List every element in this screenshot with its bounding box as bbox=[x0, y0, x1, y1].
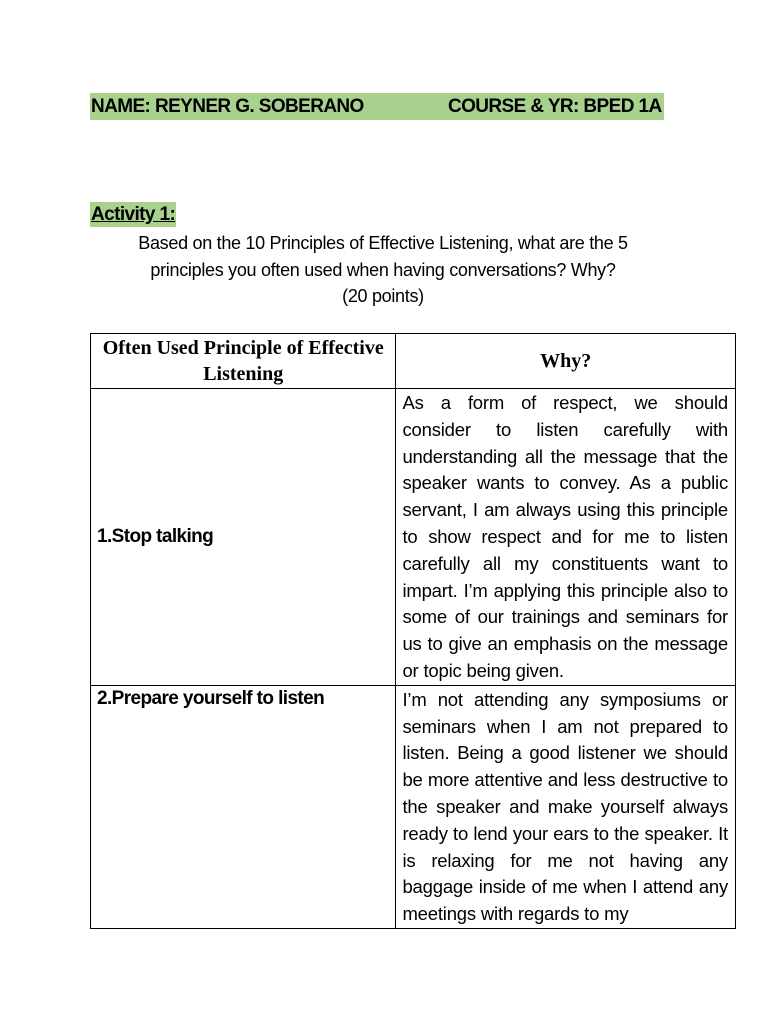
activity-label: Activity 1: bbox=[91, 204, 176, 225]
question-line-1: Based on the 10 Principles of Effective Listening, what are the 5 bbox=[138, 233, 628, 253]
student-info-bar bbox=[90, 93, 664, 120]
principle-cell: 1.Stop talking bbox=[91, 389, 396, 686]
activity-instructions bbox=[90, 230, 676, 310]
table-header-row bbox=[91, 334, 736, 389]
course-year: COURSE & YR: BPED 1A bbox=[448, 95, 662, 117]
why-column-header: Why? bbox=[396, 334, 736, 389]
table-row bbox=[91, 389, 736, 686]
points-label: (20 points) bbox=[342, 286, 424, 306]
why-cell: I’m not attending any symposiums or seminars when I am not prepared to listen. Being a good listener we should be more attentive and less destructive to the speaker and make yourself always ready to lend your ears to the speaker. It is relaxing for me not having any baggage inside of me when I attend any meetings with regards to my bbox=[396, 685, 736, 928]
principles-table bbox=[90, 333, 736, 929]
table-row bbox=[91, 685, 736, 928]
student-name: NAME: REYNER G. SOBERANO bbox=[91, 95, 364, 117]
why-cell: As a form of respect, we should consider to listen carefully with understanding all the message that the speaker wants to convey. As a public servant, I am always using this principle to show respect and for me to listen carefully all my constituents want to impart. I’m applying this principle also to some of our trainings and seminars for us to give an emphasis on the message or topic being given. bbox=[396, 389, 736, 686]
question-line-2: principles you often used when having conversations? Why? bbox=[150, 259, 616, 280]
principle-cell: 2.Prepare yourself to listen bbox=[91, 685, 396, 928]
principle-column-header: Often Used Principle of Effective Listening bbox=[91, 334, 396, 389]
